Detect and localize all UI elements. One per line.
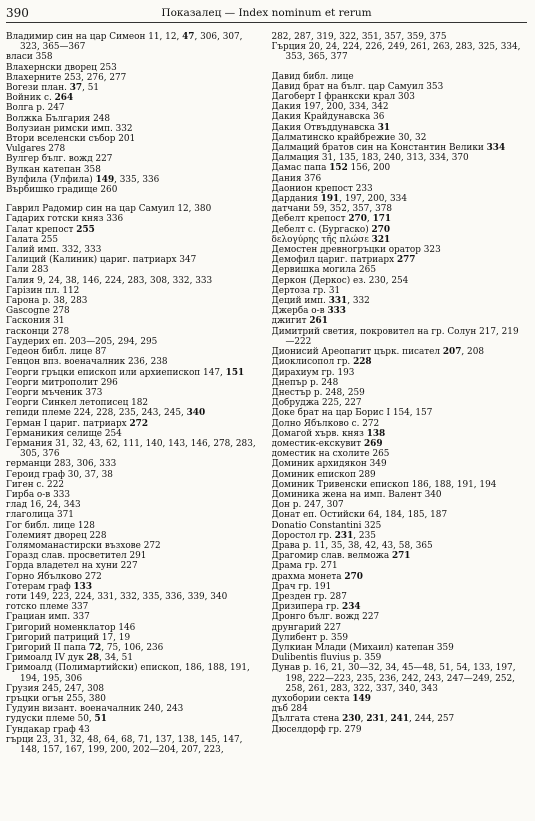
index-entry: Драма гр. 271: [271, 561, 338, 572]
index-entry: доместик на схолите 265: [271, 449, 390, 460]
index-entry: Германия 31, 32, 43, 62, 111, 140, 143, 146, 278, 283, 305, 376: [6, 438, 256, 460]
index-entry: Гаудерих еп. 203—205, 294, 295: [6, 336, 158, 347]
index-entry: Гърция 20, 24, 224, 226, 249, 261, 263, 283, 325, 334, 353, 365, 377: [271, 42, 521, 63]
index-entry: Галат крепост 255: [6, 224, 95, 235]
index-entry: Домагой хърв. княз 138: [271, 428, 386, 439]
index-entry: Драч гр. 191: [271, 581, 332, 592]
index-entry: Доминик Тривенски епископ 186, 188, 191, 194: [271, 479, 497, 490]
index-entry: Vulgares 278: [6, 144, 66, 155]
index-entry: гепиди племе 224, 228, 235, 243, 245, 340: [6, 408, 206, 419]
index-entry: Далмация 31, 135, 183, 240, 313, 334, 370: [271, 153, 469, 164]
index-entry: Диоклисопол гр. 228: [271, 357, 372, 368]
index-columns: [6, 32, 527, 819]
index-entry: гърци 23, 31, 32, 48, 64, 68, 71, 137, 138, 145, 147, 148, 157, 167, 199, 200, 202—204, 207, 223,: [6, 734, 243, 756]
index-entry: Дакия 197, 200, 334, 342: [271, 102, 389, 113]
index-entry: Гадарих готски княз 336: [6, 214, 124, 225]
index-entry: Героид граф 30, 37, 38: [6, 469, 113, 480]
index-entry: Григорий номенклатор 146: [6, 622, 136, 633]
index-entry: Дакия Крайдунавска 36: [271, 112, 385, 123]
index-entry: Давид брат на бълг. цар Самуил 353: [271, 81, 444, 92]
index-entry: δελογύρης τῆς πλώσε 321: [271, 234, 391, 245]
index-entry: Гирба о-в 333: [6, 489, 71, 500]
index-entry: германци 283, 306, 333: [6, 459, 117, 470]
index-entry: Герман I цариг. патриарх 272: [6, 418, 148, 429]
index-entry: Дронго бълг. вожд 227: [271, 612, 380, 623]
index-entry: Дардания 191, 197, 200, 334: [271, 194, 407, 205]
index-entry: Дертоза гр. 31: [271, 285, 341, 296]
index-entry: Дамас папа 152 156, 200: [271, 163, 391, 174]
index-entry: Германикия селище 254: [6, 428, 122, 439]
index-entry: Гарізин пл. 112: [6, 285, 80, 296]
page-number: 390: [6, 6, 29, 20]
index-entry: доместик-екскувит 269: [271, 438, 383, 449]
index-entry: Вогези план. 37, 51: [6, 83, 100, 94]
index-entry: Гали 283: [6, 265, 49, 276]
index-entry: Грациан имп. 337: [6, 612, 90, 623]
index-entry: Гедеон библ. лице 87: [6, 347, 107, 358]
index-entry: Гиген с. 222: [6, 479, 64, 490]
running-title: Показалец — Index nominum et rerum: [161, 7, 372, 19]
index-entry: Дирахиум гр. 193: [271, 367, 355, 378]
index-entry: Дания 376: [271, 173, 322, 184]
index-entry: Дулкиан Млади (Михаил) катепан 359: [271, 642, 454, 653]
index-entry: Драва р. 11, 35, 38, 42, 43, 58, 365: [271, 540, 433, 551]
index-entry: Давид библ. лице: [271, 71, 354, 82]
index-entry: Дионисий Ареопагит църк. писател 207, 208: [271, 347, 484, 358]
index-entry: Димитрий светия, покровител на гр. Солун 217, 219—222: [271, 326, 519, 347]
index-entry: Драгомир слав. велможа 271: [271, 551, 411, 562]
index-entry: Втори вселенски събор 201: [6, 134, 136, 145]
index-entry: Гог библ. лице 128: [6, 520, 95, 531]
index-entry: Демофил цариг. патриарх 277: [271, 255, 416, 266]
index-entry: Горда владетел на хуни 227: [6, 561, 138, 572]
index-entry: Гаскония 31: [6, 316, 65, 327]
index-entry: Деций имп. 331, 332: [271, 296, 370, 307]
index-entry: Галия 9, 24, 38, 146, 224, 283, 308, 332, 333: [6, 275, 213, 286]
index-entry: Гримоалд (Полимартийски) епископ, 186, 188, 191, 194, 195, 306: [6, 663, 250, 684]
index-entry: власи 358: [6, 52, 53, 63]
index-entry: Генцон впз. военачалник 236, 238: [6, 357, 168, 368]
index-entry: Гримоалд IV дук 28, 34, 51: [6, 653, 133, 664]
index-entry: Доминик архидякон 349: [271, 459, 387, 470]
index-entry: Дългата стена 230, 231, 241, 244, 257: [271, 714, 455, 725]
index-entry: Григорий патриций 17, 19: [6, 632, 131, 643]
index-entry: Donatio Constantini 325: [271, 520, 382, 531]
index-entry: 282, 287, 319, 322, 351, 357, 359, 375: [271, 32, 447, 42]
index-entry: Дулибент р. 359: [271, 632, 348, 643]
index-entry: глад 16, 24, 343: [6, 500, 81, 511]
index-entry: Георги Синкел летописец 182: [6, 398, 149, 409]
index-entry: Грузия 245, 247, 308: [6, 683, 105, 694]
index-entry: Готерам граф 133: [6, 581, 92, 592]
index-entry: Даонион крепост 233: [271, 183, 373, 194]
index-entry: Влахерните 253, 276, 277: [6, 72, 127, 83]
index-entry: Дебелт крепост 270, 171: [271, 214, 392, 225]
index-entry: Гарона р. 38, 283: [6, 296, 88, 307]
index-entry: дъб 284: [271, 704, 308, 715]
index-entry: Галата 255: [6, 234, 59, 245]
index-entry: Далматинско крайбрежие 30, 32: [271, 132, 427, 143]
index-entry: готи 149, 223, 224, 331, 332, 335, 336, 339, 340: [6, 591, 228, 602]
index-entry: Волжка България 248: [6, 113, 111, 124]
index-entry: Вулкан катепан 358: [6, 164, 101, 175]
index-entry: гудуски племе 50, 51: [6, 714, 107, 725]
index-entry: духобории секта 149: [271, 694, 371, 704]
index-entry: Вулгер бълг. вожд 227: [6, 154, 113, 165]
index-entry: Галиций (Калиник) цариг. патриарх 347: [6, 255, 197, 266]
index-entry: Дакия Отвъддунавска 31: [271, 122, 391, 133]
index-entry: Дюселдорф гр. 279: [271, 724, 362, 735]
index-entry: гасконци 278: [6, 326, 70, 337]
index-entry: Доке брат на цар Борис I 154, 157: [271, 408, 433, 419]
index-entry: Демостен древногръцки оратор 323: [271, 245, 441, 256]
index-entry: Днепър р. 248: [271, 377, 339, 388]
index-entry: гръцки огън 255, 380: [6, 694, 106, 704]
index-entry: Галий имп. 332, 333: [6, 245, 102, 256]
index-entry: Григорий II папа 72, 75, 106, 236: [6, 642, 164, 653]
index-entry: датчани 59, 352, 357, 378: [271, 204, 393, 215]
index-column-right: [272, 32, 528, 819]
index-entry: Дрезден гр. 287: [271, 591, 347, 602]
index-entry: глаголица 371: [6, 510, 74, 521]
index-entry: Георги гръцки епископ или архиепископ 147, 151: [6, 367, 245, 378]
index-column-left: [6, 32, 262, 819]
index-entry: Доростол гр. 231, 235: [271, 530, 376, 541]
index-entry: Донат еп. Остийски 64, 184, 185, 187: [271, 510, 448, 521]
index-entry: Дризипера гр. 234: [271, 602, 361, 613]
index-entry: Gascogne 278: [6, 306, 70, 317]
index-entry: Джерба о-в 333: [271, 306, 346, 317]
index-entry: Георги мъченик 373: [6, 387, 103, 398]
index-entry: Добруджа 225, 227: [271, 398, 362, 409]
index-entry: Дон р. 247, 307: [271, 500, 344, 511]
index-entry: Далмаций братов син на Константин Велики 334: [271, 143, 506, 154]
index-entry: друнгарий 227: [271, 622, 341, 633]
index-entry: Доминик епископ 289: [271, 469, 376, 480]
index-entry: Дебелт с. (Бургаско) 270: [271, 224, 391, 235]
index-entry: Долно Ябълково с. 272: [271, 418, 380, 429]
index-entry: Горазд слав. просветител 291: [6, 551, 147, 562]
index-entry: Големият дворец 228: [6, 530, 107, 541]
index-entry: Днестър р. 248, 259: [271, 387, 365, 398]
index-entry: Георги митрополит 296: [6, 377, 118, 388]
index-entry: Вулфила (Улфила) 149, 335, 336: [6, 174, 160, 185]
index-entry: Гаврил Радомир син на цар Самуил 12, 380: [6, 204, 212, 215]
index-entry: Dulibentis fluvius р. 359: [271, 653, 382, 664]
index-entry: Влахернски дворец 253: [6, 62, 117, 73]
index-entry: Волузиан римски имп. 332: [6, 123, 133, 134]
index-entry: Голямоманастирски възхове 272: [6, 540, 161, 551]
index-entry: Доминика жена на имп. Валент 340: [271, 489, 442, 500]
page-header: [6, 6, 527, 23]
index-entry: Гундакар граф 43: [6, 724, 90, 735]
index-entry: Дагоберт I франкски крал 303: [271, 92, 415, 103]
index-entry: Дервишка могила 265: [271, 265, 376, 276]
index-entry: Владимир син на цар Симеон 11, 12, 47, 306, 307, 323, 365—367: [6, 32, 243, 53]
index-entry: Дунав р. 16, 21, 30—32, 34, 45—48, 51, 54, 133, 197, 198, 222—223, 235, 236, 242, 243, 247—249, 252, 258, 261, 283, 322, 337, 340, 343: [271, 663, 516, 694]
index-entry: Войник с. 264: [6, 93, 74, 104]
index-entry: Волга р. 247: [6, 103, 65, 114]
index-entry: Върбишко градище 260: [6, 185, 118, 196]
index-entry: драхма монета 270: [271, 571, 363, 582]
index-entry: готско племе 337: [6, 602, 89, 613]
index-entry: джигит 261: [271, 316, 328, 327]
index-entry: Горно Ябълково 272: [6, 571, 102, 582]
index-entry: Гудуин визант. военачалник 240, 243: [6, 704, 184, 715]
index-entry: Деркон (Деркос) ез. 230, 254: [271, 275, 409, 286]
